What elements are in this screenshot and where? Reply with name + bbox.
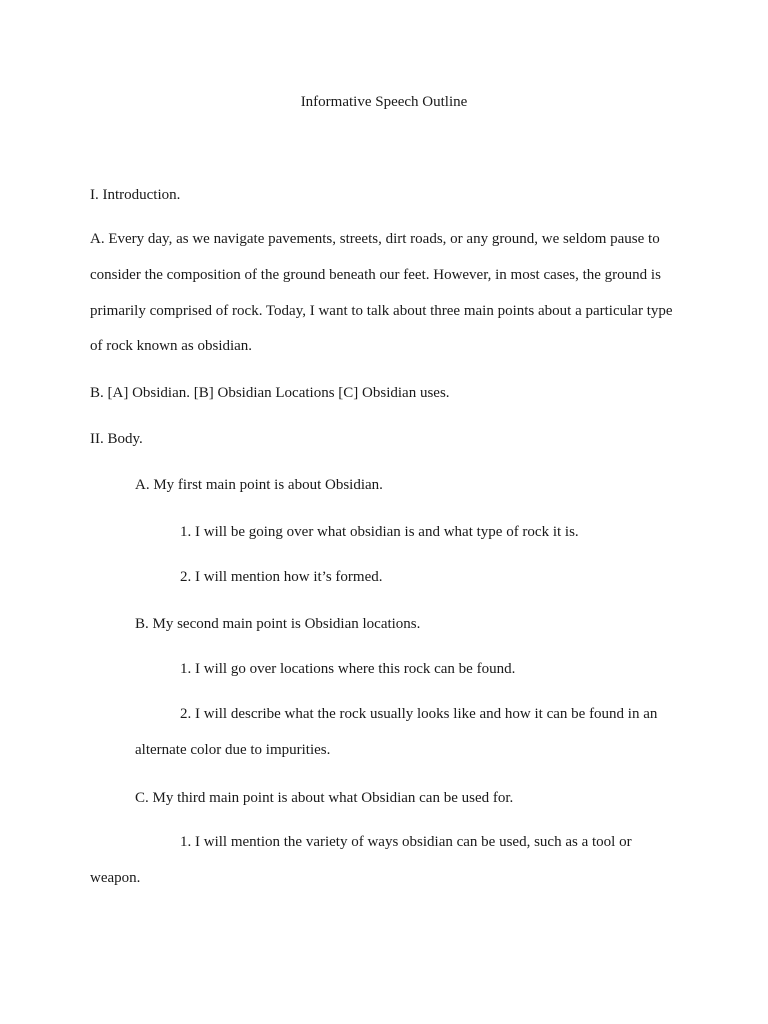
introduction-heading: I. Introduction. bbox=[90, 187, 181, 203]
main-point-b-sub-1: 1. I will go over locations where this rock can be found. bbox=[180, 661, 516, 677]
main-point-a: A. My first main point is about Obsidian. bbox=[135, 477, 383, 493]
main-point-c-sub-1: 1. I will mention the variety of ways obsidian can be used, such as a tool or weapon. bbox=[90, 834, 632, 886]
main-point-a-sub-2: 2. I will mention how it’s formed. bbox=[180, 569, 383, 585]
main-point-b-sub-2: 2. I will describe what the rock usually looks like and how it can be found in an alternate color due to impurities. bbox=[135, 706, 658, 758]
introduction-item-b: B. [A] Obsidian. [B] Obsidian Locations [C] Obsidian uses. bbox=[90, 385, 450, 401]
main-point-b: B. My second main point is Obsidian locations. bbox=[135, 616, 421, 632]
page-title: Informative Speech Outline bbox=[300, 94, 468, 110]
body-heading: II. Body. bbox=[90, 431, 143, 447]
main-point-a-sub-1: 1. I will be going over what obsidian is and what type of rock it is. bbox=[180, 524, 579, 540]
introduction-paragraph-a: A. Every day, as we navigate pavements, streets, dirt roads, or any ground, we seldom pause to consider the composition of the ground beneath our feet. However, in most cases, the ground is primarily comprised of rock. Today, I want to talk about three main points about a particular type of rock known as obsidian. bbox=[90, 231, 673, 355]
main-point-c: C. My third main point is about what Obsidian can be used for. bbox=[135, 790, 514, 806]
